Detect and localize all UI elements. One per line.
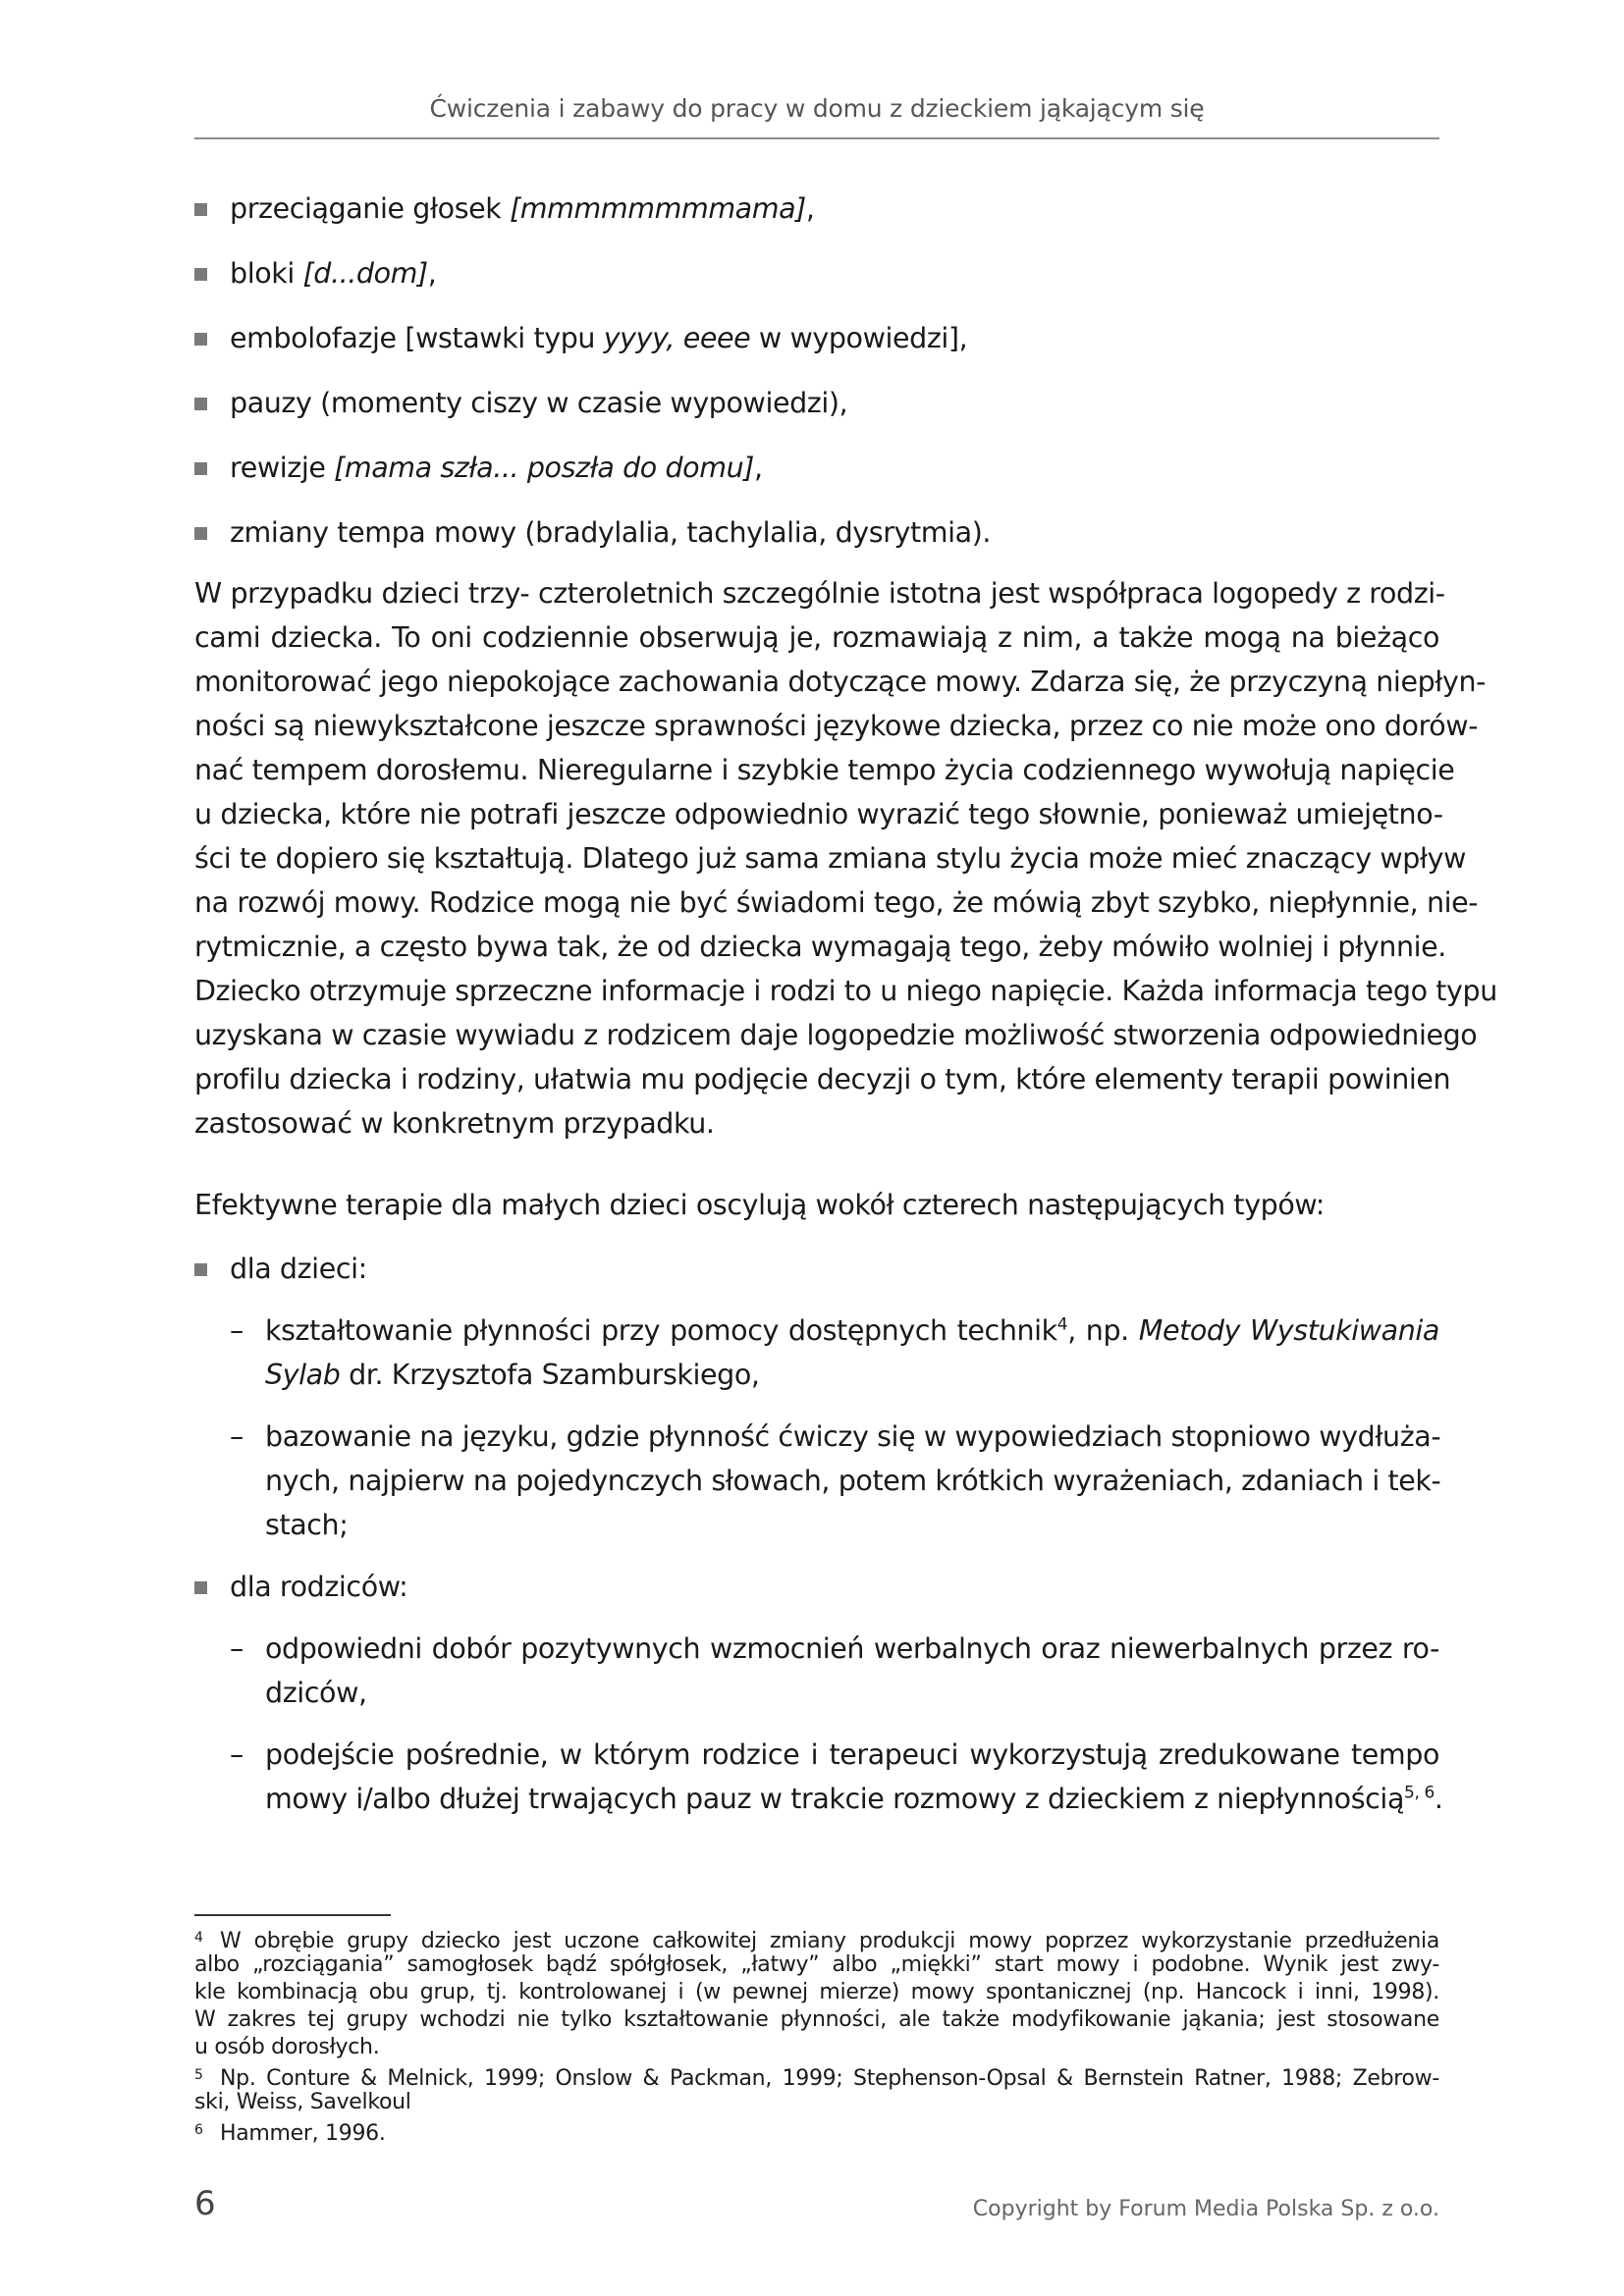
list-item <box>194 1627 1439 1715</box>
list-item: embolofazje [wstawki typu yyyy, eeee w wypowiedzi], <box>194 316 1439 360</box>
bullet-square-icon <box>194 1581 207 1594</box>
item-line: Sylab dr. Krzysztofa Szamburskiego, <box>265 1359 760 1391</box>
footnote-line: 6 Hammer, 1996. <box>194 2116 1439 2144</box>
symptom-list <box>194 187 1439 575</box>
list-item: przeciąganie głosek [mmmmmmmmama], <box>194 187 1439 231</box>
bullet-square-icon <box>194 398 207 410</box>
footnote-line: kle kombinacją obu grup, tj. kontrolowanej i (w pewnej mierze) mowy spontanicznej (np. Hancock i inni, 1998). <box>194 1980 1439 2004</box>
list-item: zmiany tempa mowy (bradylalia, tachylalia, dysrytmia). <box>194 510 1439 555</box>
item-line: odpowiedni dobór pozytywnych wzmocnień werbalnych oraz niewerbalnych przez ro- <box>265 1632 1439 1665</box>
item-line: nych, najpierw na pojedynczych słowach, potem krótkich wyrażeniach, zdaniach i tek- <box>265 1465 1441 1497</box>
footnote-number: 5 <box>194 2067 203 2083</box>
paragraph-line: ści te dopiero się kształtują. Dlatego już sama zmiana stylu życia może mieć znaczący wpływ <box>194 842 1467 875</box>
paragraph-line: Dziecko otrzymuje sprzeczne informacje i rodzi to u niego napięcie. Każda informacja tego typu <box>194 975 1497 1007</box>
bullet-square-icon <box>194 527 207 540</box>
running-header: Ćwiczenia i zabawy do pracy w domu z dzieckiem jąkającym się <box>429 94 1205 123</box>
footnote-number: 6 <box>194 2122 203 2138</box>
paragraph-line: monitorować jego niepokojące zachowania dotyczące mowy. Zdarza się, że przyczyną niepłyn- <box>194 666 1486 698</box>
paragraph-line: zastosować w konkretnym przypadku. <box>194 1107 715 1140</box>
paragraph-line: nać tempem dorosłemu. Nieregularne i szybkie tempo życia codziennego wywołują napięcie <box>194 754 1455 786</box>
page-number: 6 <box>194 2184 216 2223</box>
footnotes <box>194 1924 1439 2144</box>
list-item: rewizje [mama szła... poszła do domu], <box>194 446 1439 490</box>
paragraph-line: uzyskana w czasie wywiadu z rodzicem daje logopedzie możliwość stworzenia odpowiedniego <box>194 1019 1478 1051</box>
body-paragraph <box>194 571 1497 1146</box>
list-item <box>194 1308 1439 1397</box>
group-heading: dla dzieci: <box>194 1247 1439 1291</box>
bullet-square-icon <box>194 462 207 475</box>
footnote-divider <box>194 1914 391 1916</box>
bullet-square-icon <box>194 268 207 281</box>
paragraph-line: W przypadku dzieci trzy- czteroletnich szczególnie istotna jest współpraca logopedy z rodzi- <box>194 577 1445 610</box>
item-line: stach; <box>265 1509 349 1541</box>
footnote-line: 4 W obrębie grupy dziecko jest uczone całkowitej zmiany produkcji mowy poprzez wykorzystanie przedłużenia <box>194 1924 1439 1951</box>
group-heading: dla rodziców: <box>194 1565 1439 1609</box>
item-line: bazowanie na języku, gdzie płynność ćwiczy się w wypowiedziach stopniowo wydłuża- <box>265 1420 1441 1453</box>
footnote-line: albo „rozciągania” samogłosek bądź spółgłosek, „łatwy” albo „miękki” start mowy i podobne. Wynik jest zwy- <box>194 1952 1439 1977</box>
item-line: kształtowanie płynności przy pomocy dostępnych technik$^4$, np. Metody Wystukiwania <box>265 1314 1439 1347</box>
therapy-intro: Efektywne terapie dla małych dzieci oscylują wokół czterech następujących typów: <box>194 1189 1325 1221</box>
dash-icon: – <box>230 1632 244 1665</box>
footnote-line: u osób dorosłych. <box>194 2035 380 2059</box>
item-line: podejście pośrednie, w którym rodzice i terapeuci wykorzystują zredukowane tempo <box>265 1738 1439 1771</box>
list-item <box>194 1415 1439 1547</box>
paragraph-line: u dziecka, które nie potrafi jeszcze odpowiednio wyrazić tego słownie, ponieważ umiejętno- <box>194 798 1443 830</box>
bullet-square-icon <box>194 203 207 216</box>
bullet-square-icon <box>194 333 207 346</box>
paragraph-line: rytmicznie, a często bywa tak, że od dziecka wymagają tego, żeby mówiło wolniej i płynnie. <box>194 931 1446 963</box>
bullet-square-icon <box>194 1263 207 1276</box>
dash-icon: – <box>230 1738 244 1771</box>
item-line: dziców, <box>265 1677 367 1709</box>
list-item: pauzy (momenty ciszy w czasie wypowiedzi), <box>194 381 1439 425</box>
copyright-notice: Copyright by Forum Media Polska Sp. z o.o. <box>972 2197 1439 2221</box>
header-divider <box>194 137 1439 139</box>
therapy-types <box>194 1247 1443 1821</box>
dash-icon: – <box>230 1314 244 1347</box>
paragraph-line: cami dziecka. To oni codziennie obserwują je, rozmawiają z nim, a także mogą na bieżąco <box>194 621 1439 654</box>
footnote-number: 4 <box>194 1930 203 1946</box>
footnote-line: ski, Weiss, Savelkoul <box>194 2090 411 2114</box>
list-item: bloki [d...dom], <box>194 251 1439 295</box>
paragraph-line: ności są niewykształcone jeszcze sprawności językowe dziecka, przez co nie może ono dorów- <box>194 710 1479 742</box>
item-line: mowy i/albo dłużej trwających pauz w trakcie rozmowy z dzieckiem z niepłynnością$^{5, 6}$. <box>265 1783 1443 1815</box>
paragraph-line: na rozwój mowy. Rodzice mogą nie być świadomi tego, że mówią zbyt szybko, niepłynnie, nie- <box>194 886 1479 919</box>
paragraph-line: profilu dziecka i rodziny, ułatwia mu podjęcie decyzji o tym, które elementy terapii powinien <box>194 1063 1451 1095</box>
dash-icon: – <box>230 1420 244 1453</box>
footnote-line: W zakres tej grupy wchodzi nie tylko kształtowanie płynności, ale także modyfikowanie jąkania; jest stosowane <box>194 2007 1439 2032</box>
list-item <box>194 1733 1443 1821</box>
footnote-line: 5 Np. Conture & Melnick, 1999; Onslow & Packman, 1999; Stephenson-Opsal & Bernstein Ratner, 1988; Zebrow- <box>194 2061 1439 2089</box>
